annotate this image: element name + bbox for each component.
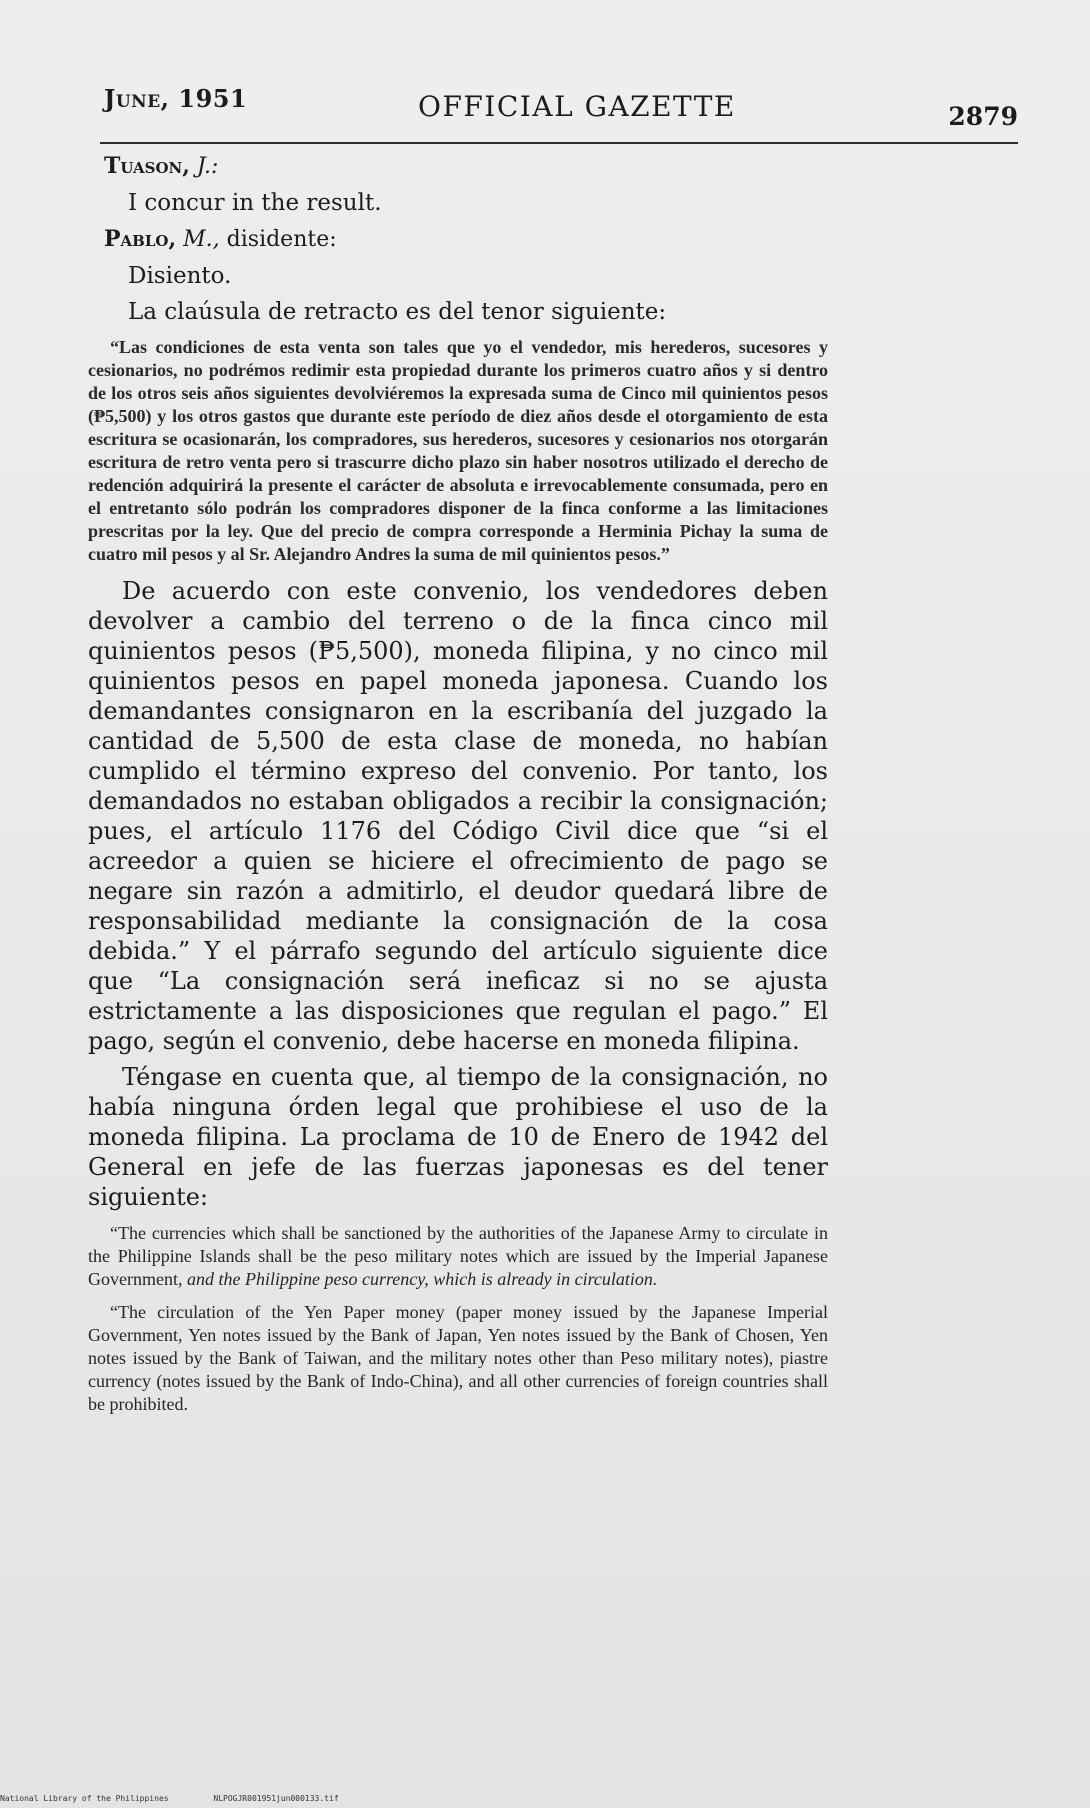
page-number: 2879 [948,102,1018,131]
footer-library: National Library of the Philippines [0,1794,169,1803]
pablo-name: Pablo, [104,226,177,252]
tuason-role: J.: [196,154,219,179]
tuason-heading [104,150,828,183]
proclamation-quote-1 [88,1222,828,1291]
scan-footer [0,1794,379,1803]
retract-clause-quote: “Las condiciones de esta venta son tales que yo el vendedor, mis herederos, sucesores y cesionarios, no podrémos redimir esta propiedad durante los primeros cuatro años y si dentro de los otros seis años siguientes devolviéremos la expresada suma de Cinco mil quinientos pesos (₱5,500) y los otros gastos que durante este período de diez años desde el otorgamiento de esta escritura se ocasionarán, los compradores, sus herederos, sucesores y cesionarios nos otorgarán escritura de retro venta pero si trascurre dicho plazo sin haber nosotros utilizado el derecho de redención adquirirá la presente el carácter de absoluta e irrevocablemente consumada, pero en el entretanto sólo podrán los compradores disponer de la finca conforme a las limitaciones prescritas por la ley. Que del precio de compra corresponde a Herminia Pichay la suma de cuatro mil pesos y al Sr. Alejandro Andres la suma de mil quinientos pesos.” [88,337,828,564]
pablo-role: M., [183,227,220,252]
pablo-heading [104,223,828,256]
intro-line: La claúsula de retracto es del tenor siguiente: [128,299,667,325]
footer-filename: NLPOGJR001951jun000133.tif [213,1794,339,1803]
proclamation-quote-1-text: “The currencies which shall be sanctioned by the authorities of the Japanese Army to circulate in the Philippine Islands shall be the peso military notes which are issued by the Imperial Japanese Government, [88,1223,828,1289]
page-content [88,150,828,1426]
paragraph-agreement: De acuerdo con este convenio, los vendedores deben devolver a cambio del terreno o de la finca cinco mil quinientos pesos (₱5,500), moneda filipina, y no cinco mil quinientos pesos en papel moneda japonesa. Cuando los demandantes consignaron en la escribanía del juzgado la cantidad de 5,500 de esta clase de moneda, no habían cumplido el término expreso del convenio. Por tanto, los demandados no estaban obligados a recibir la consignación; pues, el artículo 1176 del Código Civil dice que “si el acreedor a quien se hiciere el ofrecimiento de pago se negare sin razón a admitirlo, el deudor quedará libre de responsabilidad mediante la consignación de la cosa debida.” Y el párrafo segundo del artículo siguiente dice que “La consignación será ineficaz si no se ajusta estrictamente a las disposiciones que regulan el pago.” El pago, según el convenio, debe hacerse en moneda filipina. [88,577,828,1055]
proclamation-quote-2: “The circulation of the Yen Paper money (paper money issued by the Japanese Imperial Government, Yen notes issued by the Bank of Japan, Yen notes issued by the Bank of Chosen, Yen notes issued by the Bank of Taiwan, and the military notes other than Peso military notes), piastre currency (notes issued by the Bank of Indo-China), and all other currencies of foreign countries shall be prohibited. [88,1302,828,1414]
issue-date: June, 1951 [104,84,248,113]
pablo-dissent: Disiento. [128,263,232,289]
publication-title: OFFICIAL GAZETTE [418,90,736,123]
tuason-name: Tuason, [104,153,190,179]
proclamation-quote-1-italic: and the Philippine peso currency, which is already in circulation. [186,1269,658,1289]
paragraph-proclamation: Téngase en cuenta que, al tiempo de la consignación, no había ninguna órden legal que prohibiese el uso de la moneda filipina. La proclama de 10 de Enero de 1942 del General en jefe de las fuerzas japonesas es del tener siguiente: [88,1063,828,1211]
header-rule [100,142,1018,144]
page-header [100,80,1018,140]
pablo-label: disidente: [226,227,337,252]
tuason-concurrence: I concur in the result. [128,190,382,216]
